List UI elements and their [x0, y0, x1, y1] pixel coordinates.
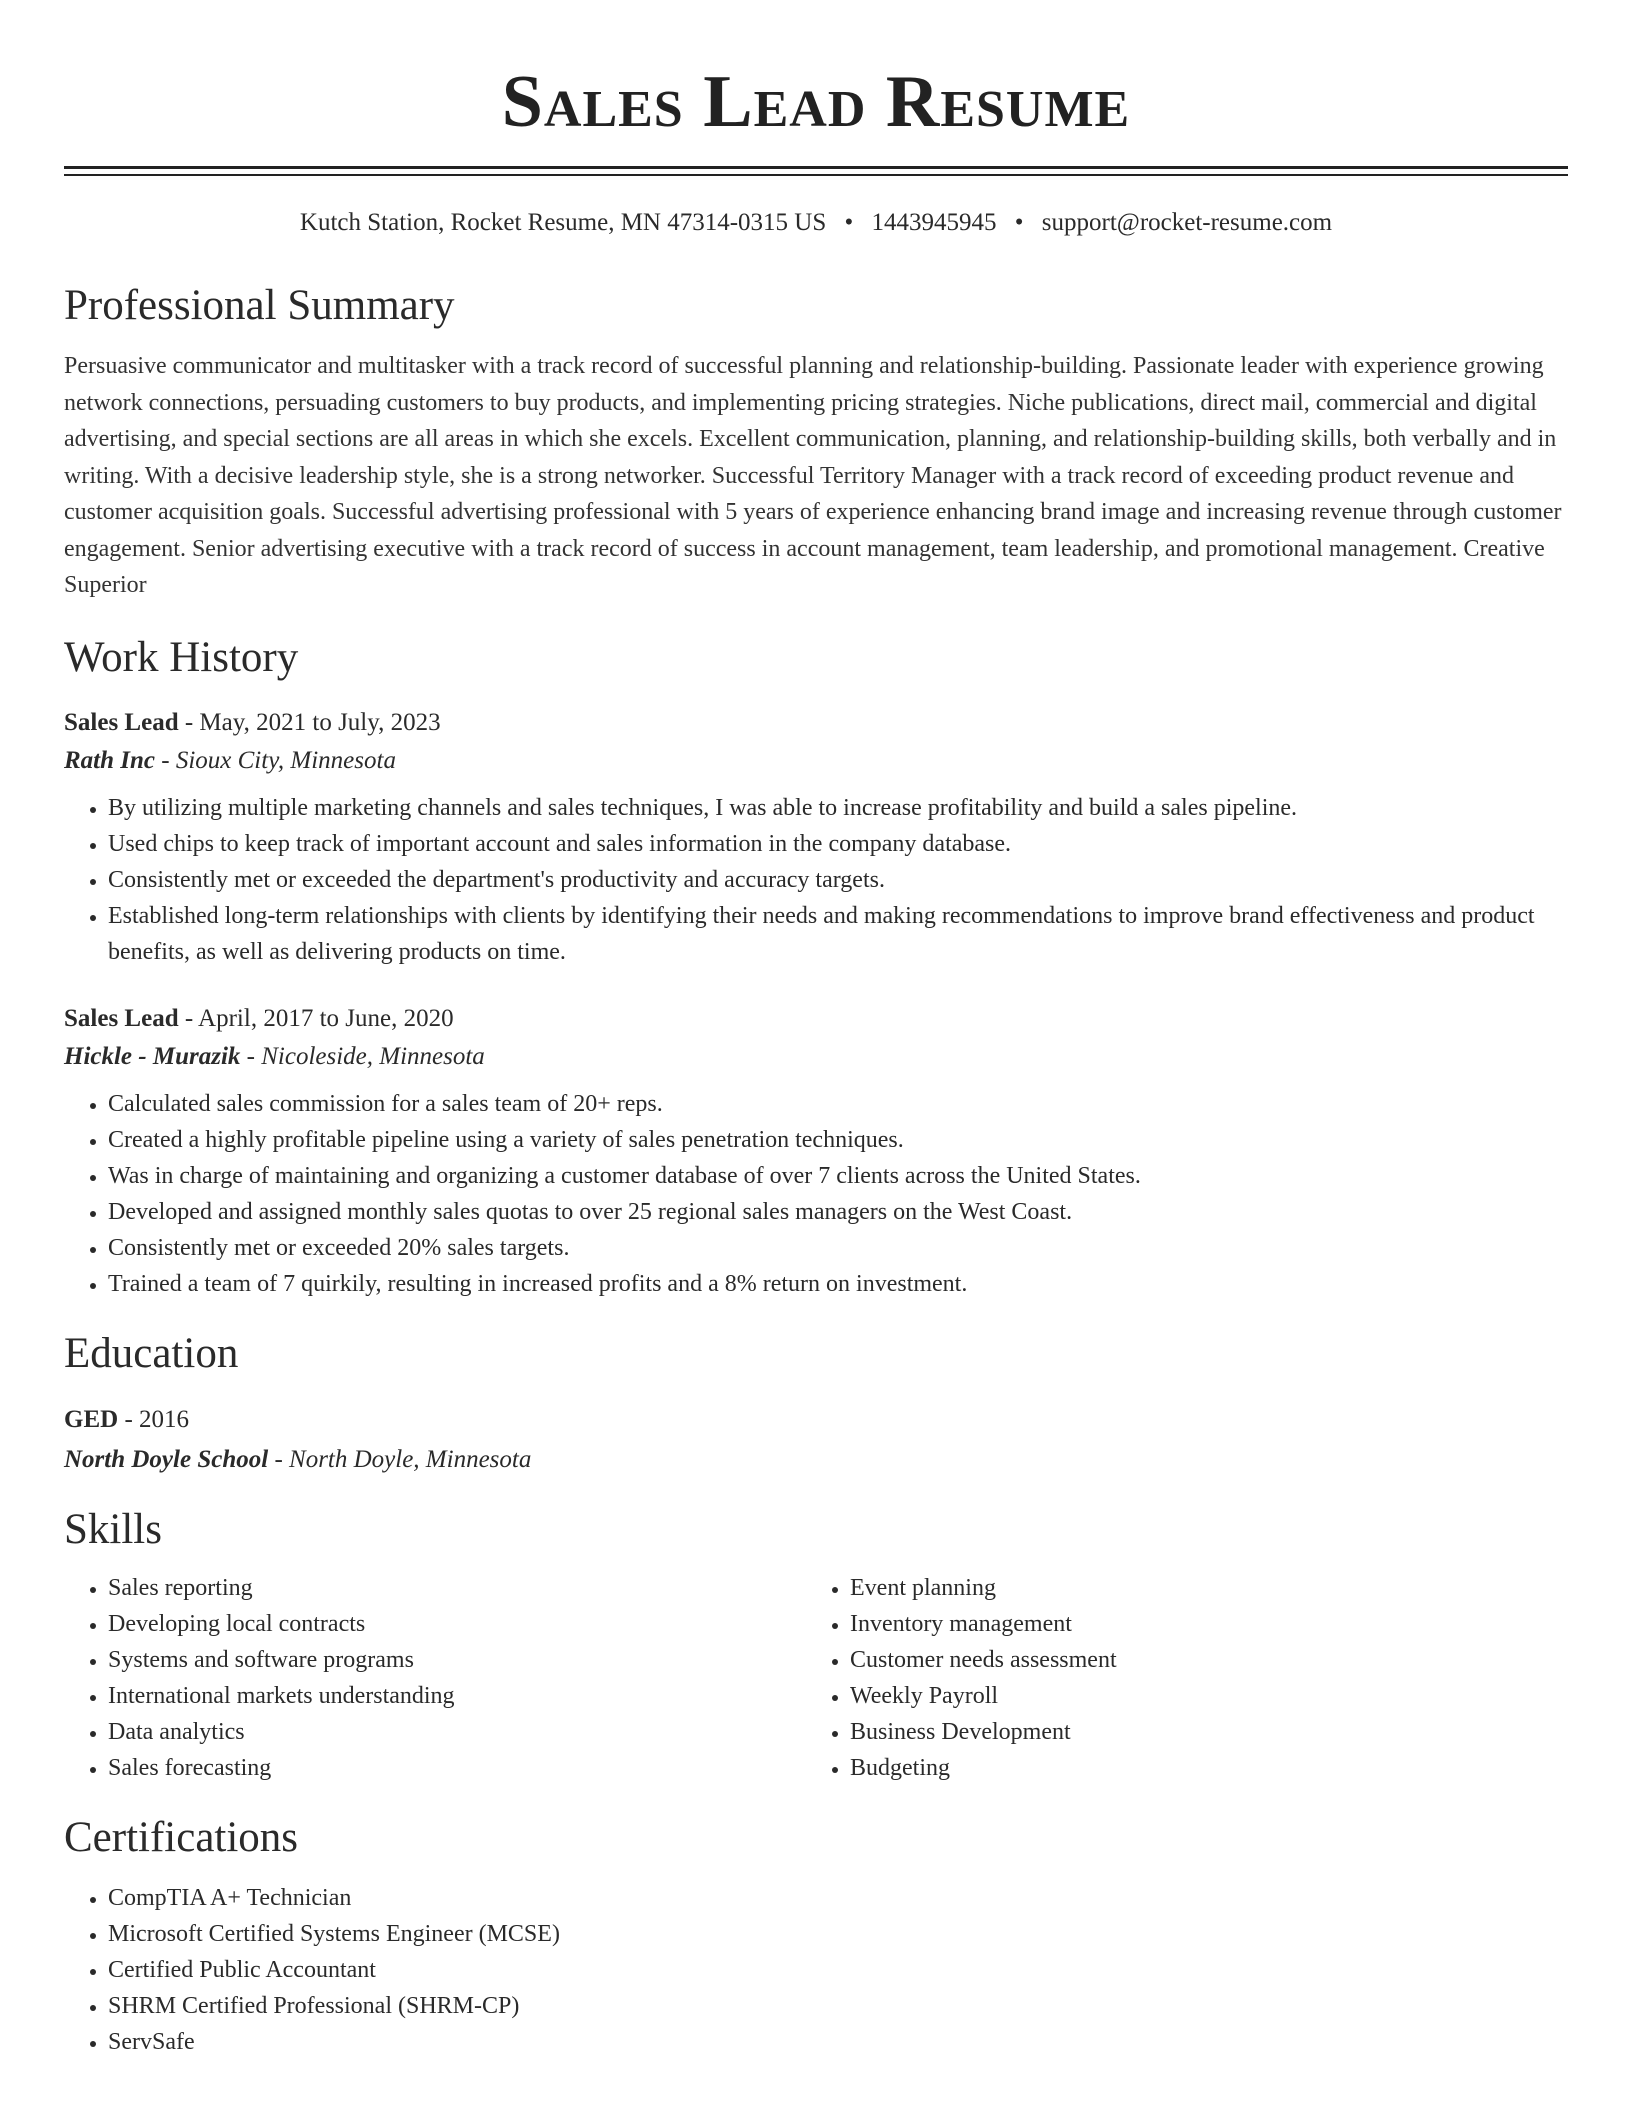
contact-email: support@rocket-resume.com — [1041, 209, 1333, 236]
education-institution — [64, 1440, 1568, 1480]
skill-item: • Sales reporting — [108, 1570, 806, 1606]
skill-item: • Event planning — [850, 1570, 1548, 1606]
job-bullet: • Calculated sales commission for a sales team of 20+ reps. — [108, 1086, 1568, 1122]
skill-item: • Sales forecasting — [108, 1750, 806, 1786]
skills-columns — [64, 1570, 1568, 1786]
job-bullet: • Created a highly profitable pipeline using a variety of sales penetration techniques. — [108, 1122, 1568, 1158]
job-header — [64, 704, 1568, 742]
job-employer — [64, 1038, 1568, 1076]
job-bullet: • Used chips to keep track of important account and sales information in the company database. — [108, 826, 1568, 862]
education-heading: Education — [64, 1329, 239, 1377]
skill-item: • Customer needs assessment — [850, 1642, 1548, 1678]
job-dates: - April, 2017 to June, 2020 — [184, 1004, 454, 1032]
contact-address: Kutch Station, Rocket Resume, MN 47314-0315 US — [299, 209, 827, 236]
skills-list-right — [806, 1570, 1548, 1786]
education-year: - 2016 — [124, 1405, 190, 1433]
certifications-heading: Certifications — [64, 1813, 299, 1861]
job-bullet: • Developed and assigned monthly sales quotas to over 25 regional sales managers on the West Coast. — [108, 1194, 1568, 1230]
education-entry — [64, 1400, 1568, 1480]
job-company: Rath Inc — [64, 746, 156, 774]
job-header — [64, 1000, 1568, 1038]
job-entry — [64, 704, 1568, 970]
job-bullet: • Trained a team of 7 quirkily, resulting in increased profits and a 8% return on investment. — [108, 1266, 1568, 1302]
certification-item: • Certified Public Accountant — [108, 1952, 1568, 1988]
resume-page — [64, 0, 1568, 2060]
skills-heading: Skills — [64, 1505, 162, 1553]
skill-item: • Systems and software programs — [108, 1642, 806, 1678]
skill-item: • Developing local contracts — [108, 1606, 806, 1642]
skill-item: • Data analytics — [108, 1714, 806, 1750]
certification-item: • SHRM Certified Professional (SHRM-CP) — [108, 1988, 1568, 2024]
summary-heading: Professional Summary — [64, 282, 455, 329]
job-location: - Nicoleside, Minnesota — [246, 1042, 485, 1070]
summary-text: Persuasive communicator and multitasker with a track record of successful planning and relationship-building. Passionate leader with experience growing network connections, persuading customers to buy products, and implementing pricing strategies. Niche publications, direct mail, commercial and digital advertising, and special sections are all areas in which she excels. Excellent communication, planning, and relationship-building skills, both verbally and in writing. With a decisive leadership style, she is a strong networker. Successful Territory Manager with a track record of exceeding product revenue and customer acquisition goals. Successful advertising professional with 5 years of experience enhancing brand image and increasing revenue through customer engagement. Senior advertising executive with a track record of success in account management, team leadership, and promotional management. Creative Superior — [64, 353, 1562, 598]
certification-item: • ServSafe — [108, 2024, 1568, 2060]
job-title: Sales Lead — [64, 708, 179, 736]
job-dates: - May, 2021 to July, 2023 — [184, 708, 441, 736]
job-title: Sales Lead — [64, 1004, 179, 1032]
job-bullets — [64, 1086, 1568, 1302]
job-entry — [64, 1000, 1568, 1302]
education-school: North Doyle School — [64, 1445, 269, 1473]
education-location: - North Doyle, Minnesota — [274, 1445, 532, 1473]
skill-item: • Budgeting — [850, 1750, 1548, 1786]
contact-line — [64, 206, 1568, 240]
certification-item: • CompTIA A+ Technician — [108, 1880, 1568, 1916]
job-employer — [64, 742, 1568, 780]
title-divider-thin — [64, 174, 1568, 176]
contact-phone: 1443945945 — [871, 209, 997, 236]
resume-title: Sales Lead Resume — [501, 61, 1131, 143]
job-bullet: • Consistently met or exceeded 20% sales targets. — [108, 1230, 1568, 1266]
skill-item: • Inventory management — [850, 1606, 1548, 1642]
job-company: Hickle - Murazik — [64, 1042, 241, 1070]
job-bullet: • Consistently met or exceeded the department's productivity and accuracy targets. — [108, 862, 1568, 898]
contact-separator: • — [844, 209, 854, 236]
work-history-heading: Work History — [64, 633, 299, 681]
job-bullets — [64, 790, 1568, 970]
education-header — [64, 1400, 1568, 1440]
job-bullet: • Was in charge of maintaining and organizing a customer database of over 7 clients across the United States. — [108, 1158, 1568, 1194]
skill-item: • International markets understanding — [108, 1678, 806, 1714]
skill-item: • Weekly Payroll — [850, 1678, 1548, 1714]
skill-item: • Business Development — [850, 1714, 1548, 1750]
certification-item: • Microsoft Certified Systems Engineer (MCSE) — [108, 1916, 1568, 1952]
skills-list-left — [64, 1570, 806, 1786]
education-degree: GED — [64, 1405, 119, 1433]
job-location: - Sioux City, Minnesota — [161, 746, 396, 774]
job-bullet: • By utilizing multiple marketing channels and sales techniques, I was able to increase profitability and build a sales pipeline. — [108, 790, 1568, 826]
job-bullet: • Established long-term relationships with clients by identifying their needs and making recommendations to improve brand effectiveness and product benefits, as well as delivering products on time. — [108, 898, 1568, 970]
certifications-list — [64, 1880, 1568, 2060]
contact-separator: • — [1014, 209, 1024, 236]
